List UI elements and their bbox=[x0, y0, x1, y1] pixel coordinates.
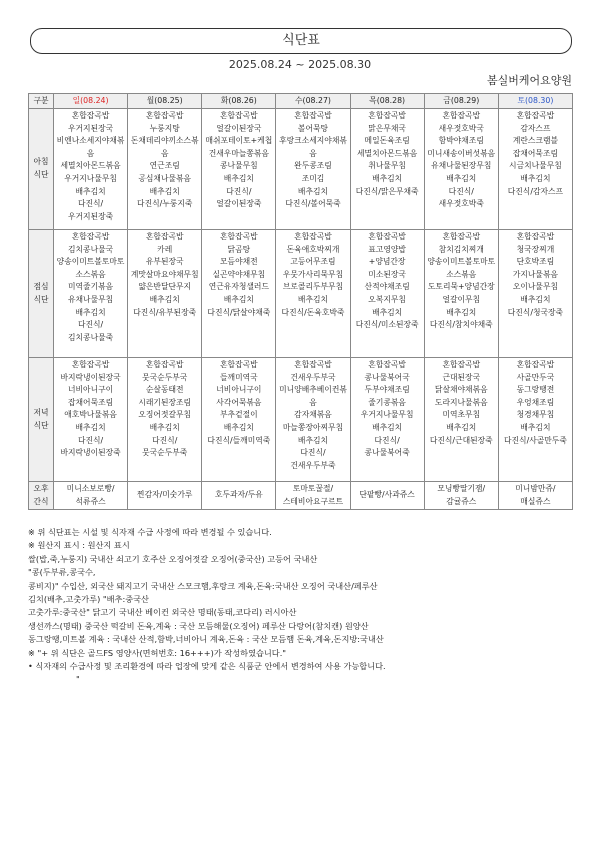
menu-item: 배추김치 bbox=[75, 422, 106, 432]
meal-label-line: 식단 bbox=[33, 420, 49, 430]
meal-row-label bbox=[29, 482, 54, 510]
menu-item: 마늘쫑장아찌무침 bbox=[282, 422, 344, 432]
menu-item: 사골만두국 bbox=[516, 372, 555, 382]
meal-cell bbox=[128, 358, 202, 482]
menu-item: 단호박조림 bbox=[516, 257, 555, 267]
menu-item: 새우젓호박국 bbox=[438, 123, 484, 133]
menu-item: 미니양배추베이컨볶음 bbox=[279, 385, 347, 407]
menu-item: 콩나물북어국 bbox=[364, 372, 410, 382]
meal-label-line: 점심 bbox=[33, 281, 49, 291]
menu-item: 다진식/얼갈이된장죽 bbox=[216, 186, 262, 209]
menu-item: 감자스프 bbox=[520, 123, 551, 133]
menu-item: 혼합잡곡밥 bbox=[71, 360, 110, 369]
menu-item: 혼합잡곡밥 bbox=[220, 232, 258, 241]
day-header: 일(08.24) bbox=[54, 94, 128, 109]
menu-item: 다진식/참치야채죽 bbox=[429, 320, 493, 330]
menu-item: 다진식/누룽지죽 bbox=[137, 199, 193, 209]
menu-item: 계란스크램블 bbox=[512, 136, 559, 146]
menu-item: 도토리묵+양념간장 bbox=[427, 282, 495, 292]
menu-item: 세멸치아몬드볶음 bbox=[60, 161, 121, 171]
menu-item: 오징어젓갈무침 bbox=[138, 410, 192, 420]
menu-item: 배추김치 bbox=[297, 294, 329, 304]
menu-item: 다진식/들깨미역죽 bbox=[207, 435, 271, 445]
menu-item: 배추김치 bbox=[223, 173, 254, 183]
menu-item: 돈채데리야끼소스볶음 bbox=[130, 136, 199, 158]
menu-item: 배추김치 bbox=[520, 422, 551, 432]
menu-item: 배추김치 bbox=[75, 307, 106, 317]
menu-item: 볼어묵탕 bbox=[297, 123, 329, 133]
menu-item: 다진식/사골만두죽 bbox=[503, 435, 567, 445]
menu-item: 혼합잡곡밥 bbox=[294, 111, 332, 120]
menu-item: 함박야채조림 bbox=[438, 136, 484, 146]
menu-item: 배추김치 bbox=[446, 422, 477, 432]
menu-item: 다진식/볼어묵죽 bbox=[285, 199, 341, 209]
menu-item: 배추김치 bbox=[372, 422, 403, 432]
menu-item: 배추김치 bbox=[297, 435, 329, 445]
menu-item: 호두과자/두유 bbox=[214, 490, 263, 500]
menu-item: 혼합잡곡밥 bbox=[516, 232, 555, 241]
notes-section bbox=[28, 526, 578, 687]
menu-item: 후랑크소세지야채볶음 bbox=[279, 136, 347, 158]
menu-item: 혼합잡곡밥 bbox=[294, 360, 332, 369]
menu-item: 미소된장국 bbox=[368, 269, 406, 279]
menu-item: 얼갈이된장국 bbox=[216, 123, 262, 133]
meal-label-line: 아침 bbox=[33, 157, 49, 167]
meal-row bbox=[29, 358, 573, 482]
note-line: "콩(두부류,콩국수, bbox=[28, 567, 96, 578]
menu-item: 완두콩조림 bbox=[294, 161, 332, 171]
menu-item: 누룽지탕 bbox=[149, 123, 180, 133]
menu-item: 근대된장국 bbox=[442, 372, 481, 382]
menu-item: 다진식/미소된장죽 bbox=[355, 320, 419, 330]
menu-item: 순살동태전 bbox=[145, 385, 184, 395]
menu-item: 사각어묵볶음 bbox=[216, 397, 262, 407]
meal-cell bbox=[202, 230, 276, 358]
meal-cell bbox=[276, 482, 350, 510]
menu-item: 시금치나물무침 bbox=[509, 161, 562, 171]
day-header: 화(08.26) bbox=[202, 94, 276, 109]
menu-item: 혼합잡곡밥 bbox=[442, 360, 481, 369]
meal-cell bbox=[498, 482, 572, 510]
meal-cell bbox=[424, 109, 498, 230]
meal-cell bbox=[498, 230, 572, 358]
menu-item: 닭살채야채볶음 bbox=[434, 385, 488, 395]
meal-row-label bbox=[29, 358, 54, 482]
meal-cell bbox=[276, 230, 350, 358]
menu-item: 다진식/청국장죽 bbox=[507, 307, 564, 317]
menu-item: 오이나물무침 bbox=[512, 282, 559, 292]
menu-item: 감자채볶음 bbox=[294, 410, 332, 420]
menu-item: 배추김치 bbox=[446, 307, 477, 317]
menu-item: 혼합잡곡밥 bbox=[145, 360, 184, 369]
menu-item: 얼갈이무침 bbox=[442, 294, 481, 304]
menu-item: 혼합잡곡밥 bbox=[516, 111, 555, 120]
menu-item: 양송이미트볼토마토소스볶음 bbox=[427, 257, 496, 279]
meal-label-line: 저녁 bbox=[33, 407, 49, 417]
meal-cell bbox=[202, 358, 276, 482]
menu-item: 배추김치 bbox=[297, 186, 329, 196]
menu-item: 다진식/감자스프 bbox=[507, 186, 564, 196]
menu-item: 비엔나소세지야채볶음 bbox=[56, 136, 125, 158]
menu-item: 브로콜리두부무침 bbox=[282, 282, 344, 292]
menu-item: 혼합잡곡밥 bbox=[71, 232, 110, 241]
menu-item: 다진식/유부된장죽 bbox=[133, 307, 197, 317]
menu-item: 배추김치 bbox=[520, 294, 551, 304]
meal-cell bbox=[498, 358, 572, 482]
menu-item: 조미김 bbox=[301, 173, 325, 183]
menu-item: 혼합잡곡밥 bbox=[368, 360, 406, 369]
menu-item: 다진식/바지락냉이된장죽 bbox=[60, 435, 121, 458]
menu-item: 닭곰탕 bbox=[227, 244, 251, 254]
menu-item: 혼합잡곡밥 bbox=[145, 232, 184, 241]
menu-item: 김치콩나물국 bbox=[67, 244, 114, 254]
menu-item: 도라지나물볶음 bbox=[434, 397, 488, 407]
corner-header: 구분 bbox=[29, 94, 54, 109]
menu-item: 배추김치 bbox=[149, 294, 180, 304]
meal-row-label bbox=[29, 230, 54, 358]
menu-item: 얇은반달단무지 bbox=[138, 282, 192, 292]
menu-item: 토마토꿀절/스테비아요구르트 bbox=[282, 484, 344, 506]
menu-item: 배추김치 bbox=[520, 173, 551, 183]
menu-item: 카레 bbox=[157, 244, 173, 254]
menu-item: 우거지된장국 bbox=[67, 123, 114, 133]
menu-item: 배추김치 bbox=[446, 173, 477, 183]
menu-item: 실곤약야채무침 bbox=[212, 269, 266, 279]
menu-item: 혼합잡곡밥 bbox=[294, 232, 332, 241]
menu-item: 들깨미역국 bbox=[220, 372, 258, 382]
menu-item: 메일돈육조림 bbox=[364, 136, 410, 146]
menu-item: 우엉채조림 bbox=[516, 397, 555, 407]
note-line: " bbox=[76, 674, 80, 685]
menu-item: 다진식/돈육호박죽 bbox=[281, 307, 345, 317]
table-header-row bbox=[29, 94, 573, 109]
meal-cell bbox=[128, 109, 202, 230]
note-line: ※ 원산지 표시 : 원산지 표시 bbox=[28, 540, 130, 551]
meal-cell bbox=[350, 358, 424, 482]
menu-item: 모듬야채전 bbox=[220, 257, 258, 267]
menu-item: 다진식/우거지된장죽 bbox=[67, 199, 114, 221]
menu-item: 두부야채조림 bbox=[364, 385, 410, 395]
menu-item: 바지락냉이된장국 bbox=[60, 372, 121, 382]
menu-item: 우거지나물무침 bbox=[64, 173, 117, 183]
menu-item: 잡채어묵조림 bbox=[67, 397, 114, 407]
menu-item: 연근유자청샐러드 bbox=[208, 282, 269, 292]
meal-table bbox=[28, 93, 573, 510]
meal-label-line: 식단 bbox=[33, 170, 49, 179]
menu-item: 유부된장국 bbox=[145, 257, 184, 267]
meal-cell bbox=[128, 230, 202, 358]
meal-row bbox=[29, 109, 573, 230]
menu-item: 미니밤만쥬/매실쥬스 bbox=[515, 484, 556, 506]
menu-item: 미니새송이버섯볶음 bbox=[427, 148, 496, 158]
meal-cell bbox=[276, 109, 350, 230]
menu-item: 시래기된장조림 bbox=[138, 397, 192, 407]
menu-item: 동그랑땡전 bbox=[516, 385, 555, 395]
menu-item: 우뭇가사리묵무침 bbox=[282, 269, 344, 279]
menu-item: 유채나물무침 bbox=[67, 294, 114, 304]
meal-cell bbox=[54, 358, 128, 482]
menu-item: 다진식/콩나물북어죽 bbox=[364, 435, 410, 458]
meal-row bbox=[29, 230, 573, 358]
menu-item: 매쉬포테이토+케첩 bbox=[205, 136, 273, 146]
menu-item: 공심채나물볶음 bbox=[138, 173, 192, 183]
menu-item: 유채나물된장무침 bbox=[431, 161, 492, 171]
meal-cell bbox=[424, 358, 498, 482]
menu-item: 계맛살마요야채무침 bbox=[130, 269, 199, 279]
menu-item: 다진식/맑은무채죽 bbox=[355, 186, 419, 196]
menu-item: 콩나물무침 bbox=[220, 161, 258, 171]
menu-item: 배추김치 bbox=[223, 294, 254, 304]
menu-item: 다진식/뭇국순두부죽 bbox=[142, 435, 188, 458]
menu-item: 배추김치 bbox=[372, 173, 403, 183]
menu-item: 맑은무채국 bbox=[368, 123, 406, 133]
meal-cell bbox=[424, 230, 498, 358]
facility-name: 봄실버케어요양원 bbox=[486, 74, 572, 87]
menu-item: 혼합잡곡밥 bbox=[442, 232, 481, 241]
day-header: 수(08.27) bbox=[276, 94, 350, 109]
menu-item: 오복지무침 bbox=[368, 294, 406, 304]
meal-cell bbox=[276, 358, 350, 482]
menu-item: 찐감자/미숫가루 bbox=[137, 490, 193, 500]
meal-cell bbox=[424, 482, 498, 510]
meal-cell bbox=[128, 482, 202, 510]
meal-cell bbox=[54, 230, 128, 358]
note-line: 고춧가루:중국산" 닭고기 국내산 베이컨 외국산 명태(동태,코다리) 러시아산 bbox=[28, 607, 297, 618]
menu-item: 취나물무침 bbox=[368, 161, 406, 171]
menu-item: 혼합잡곡밥 bbox=[516, 360, 555, 369]
menu-item: 혼합잡곡밥 bbox=[220, 111, 258, 120]
note-line: 생선까스(명태) 중국산 떡갈비 돈육,계육 : 국산 모듬해물(오징어) 페루산 다랑어(참치캔) 원양산 bbox=[28, 620, 369, 631]
menu-item: 혼합잡곡밥 bbox=[71, 111, 110, 120]
note-line: 동그랑땡,미트볼 계육 : 국내산 산적,함박,너비아니 계육,돈육 : 국산 모듬햄 돈육,계육,돈지방:국내산 bbox=[28, 634, 384, 645]
menu-item: 애호박나물볶음 bbox=[64, 410, 117, 420]
menu-item: 미역초무침 bbox=[442, 410, 481, 420]
menu-item: 다진식/닭살야채죽 bbox=[207, 307, 271, 317]
menu-item: 다진식/김치콩나물죽 bbox=[67, 320, 114, 342]
menu-item: 참치김치찌개 bbox=[438, 244, 484, 254]
menu-item: 청국장찌개 bbox=[516, 244, 555, 254]
day-header: 목(08.28) bbox=[350, 94, 424, 109]
note-line: 김치(배추,고춧가루) "배추:중국산 bbox=[28, 594, 149, 605]
menu-item: 세멸치아몬드볶음 bbox=[357, 148, 418, 158]
note-line: ※ 위 식단표는 시설 및 식자재 수급 사정에 따라 변경될 수 있습니다. bbox=[28, 527, 272, 537]
note-line: ※ "+ 위 식단은 골드FS 영양사(면허번호: 16+++)가 작성하였습니다." bbox=[28, 647, 287, 658]
note-line: 콩비지)" 수입산, 외국산 돼지고기 국내산 스모크햄,후랑크 계육,돈육:국내산 오징어 국내산/페루산 bbox=[28, 580, 378, 591]
menu-item: 혼합잡곡밥 bbox=[145, 111, 184, 120]
table-body bbox=[29, 109, 573, 510]
meal-cell bbox=[54, 109, 128, 230]
menu-item: 미역줄기볶음 bbox=[67, 282, 114, 292]
meal-cell bbox=[54, 482, 128, 510]
meal-cell bbox=[498, 109, 572, 230]
menu-item: 표고영양밥+양념간장 bbox=[368, 244, 406, 267]
menu-item: 혼합잡곡밥 bbox=[368, 232, 406, 241]
menu-item: 배추김치 bbox=[149, 186, 180, 196]
meal-label-line: 식단 bbox=[33, 294, 49, 304]
day-header: 월(08.25) bbox=[128, 94, 202, 109]
meal-cell bbox=[202, 482, 276, 510]
menu-item: 배추김치 bbox=[372, 307, 403, 317]
menu-item: 다진식/건새우두부죽 bbox=[290, 448, 336, 470]
menu-period: 2025.08.24 ~ 2025.08.30 bbox=[228, 58, 372, 71]
note-line: • 식자재의 수급사정 및 조리환경에 따라 업장에 맞게 같은 식품군 안에서 변경하여 사용 가능합니다. bbox=[28, 661, 386, 672]
menu-item: 너비아니구이 bbox=[216, 385, 262, 395]
menu-item: 미니소보로빵/석류쥬스 bbox=[66, 484, 115, 506]
meal-row bbox=[29, 482, 573, 510]
meal-cell bbox=[350, 230, 424, 358]
menu-item: 가지나물볶음 bbox=[512, 269, 559, 279]
menu-item: 잡채어묵조림 bbox=[512, 148, 559, 158]
menu-item: 고등어무조림 bbox=[290, 257, 336, 267]
menu-item: 우거지나물무침 bbox=[360, 410, 414, 420]
menu-item: 단팥빵/사과쥬스 bbox=[359, 490, 415, 500]
menu-item: 건새우두부국 bbox=[290, 372, 336, 382]
menu-item: 줄기콩볶음 bbox=[368, 397, 406, 407]
meal-label-line: 간식 bbox=[33, 496, 49, 506]
meal-row-label bbox=[29, 109, 54, 230]
menu-item: 연근조림 bbox=[149, 161, 180, 171]
menu-item: 다진식/근대된장죽 bbox=[429, 435, 493, 445]
menu-item: 부추겉절이 bbox=[220, 410, 258, 420]
meal-label-line: 오후 bbox=[33, 484, 49, 493]
menu-item: 뭇국순두부국 bbox=[142, 372, 188, 382]
meal-cell bbox=[202, 109, 276, 230]
menu-item: 너비아니구이 bbox=[67, 385, 114, 395]
menu-item: 산적야채조림 bbox=[364, 282, 410, 292]
menu-item: 청경채무침 bbox=[516, 410, 555, 420]
menu-item: 배추김치 bbox=[75, 186, 106, 196]
menu-item: 다진식/새우젓호박죽 bbox=[438, 186, 484, 209]
menu-item: 돈육애호박찌개 bbox=[286, 244, 340, 254]
page-title: 식단표 bbox=[30, 28, 572, 54]
meal-cell bbox=[350, 482, 424, 510]
meal-cell bbox=[350, 109, 424, 230]
menu-item: 혼합잡곡밥 bbox=[442, 111, 481, 120]
day-header: 금(08.29) bbox=[424, 94, 498, 109]
menu-item: 배추김치 bbox=[223, 422, 254, 432]
note-line: 쌀(밥,죽,누룽지) 국내산 쇠고기 호주산 오징어젓갈 오징어(중국산) 고등어 국내산 bbox=[28, 553, 318, 564]
menu-item: 건새우마늘쫑볶음 bbox=[208, 148, 269, 158]
menu-item: 양송이미트볼토마토소스볶음 bbox=[56, 257, 125, 279]
menu-item: 혼합잡곡밥 bbox=[368, 111, 406, 120]
menu-item: 혼합잡곡밥 bbox=[220, 360, 258, 369]
day-header: 토(08.30) bbox=[498, 94, 572, 109]
menu-item: 배추김치 bbox=[149, 422, 180, 432]
menu-item: 모닝빵딸기잼/감귤쥬스 bbox=[437, 484, 486, 506]
